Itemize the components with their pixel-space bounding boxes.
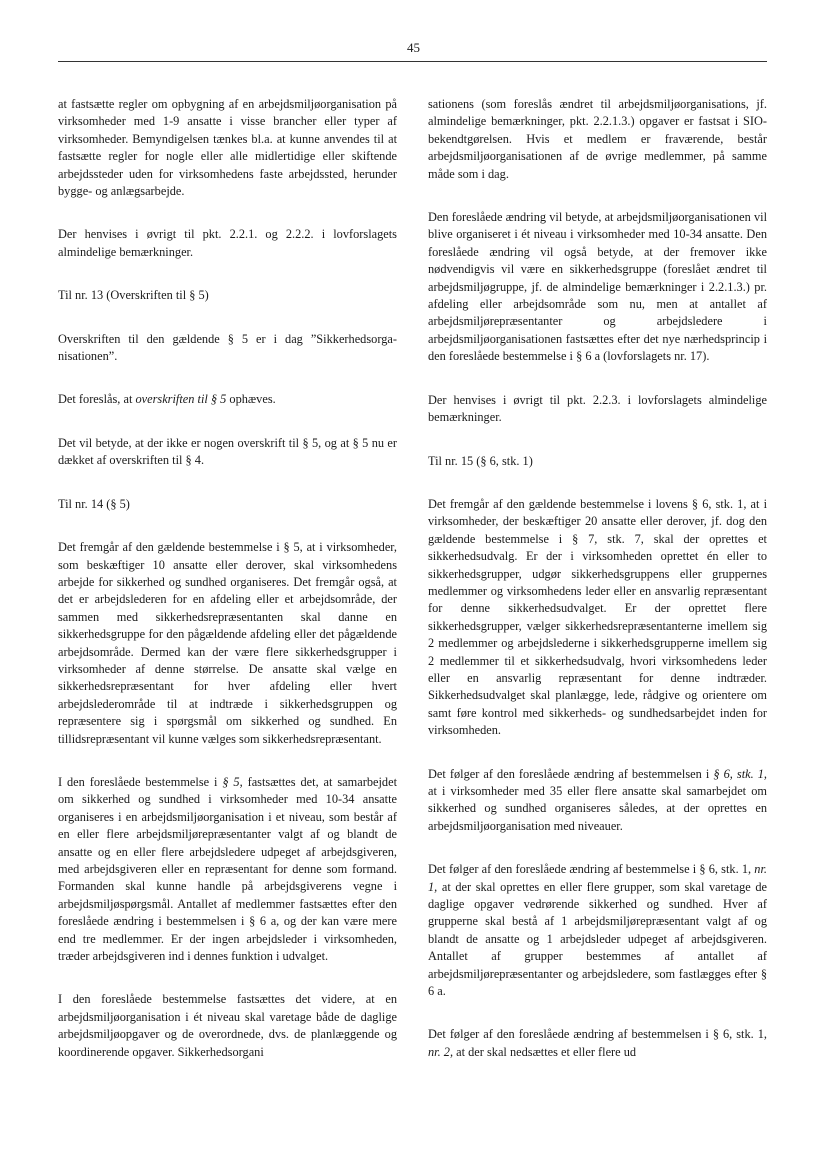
paragraph [58,391,397,408]
text-run: I den foreslåede bestemmelse i [58,774,223,789]
paragraph: Overskriften til den gældende § 5 er i dag ”Sikkerhedsorganisationen”. [58,331,397,364]
section-heading: Til nr. 15 (§ 6, stk. 1) [428,453,533,468]
paragraph [428,766,767,836]
text-run: Det følger af den foreslåede ændring af bestemmelsen i § 6, stk. 1, [428,1027,767,1042]
right-column [428,96,767,1079]
paragraph: Det fremgår af den gældende bestemmelse i lovens § 6, stk. 1, at i virksomheder, der beskæftiger 20 ansatte eller derover, jf. dog den gældende bestemmelse i § 7, stk. 7, skal der oprettes et sikkerhedsudvalg. Er der i virksomheden oprettet én eller to sikkerhedsgrupper, udgør sikkerhedsgruppens eller gruppernes medlemmer og virksomhedens leder eller en ansvarlig repræsentant for denne sikkerhedsudvalget. Er der oprettet flere sikkerhedsgrupper, vælger sikkerhedsrepræsentanterne imellem sig 2 medlemmer og arbejdslederne i sikkerhedsgrupperne imellem sig 2 medlemmer til et sikkerhedsudvalg, hvori virksomhedens leder eller en ansvarlig repræsentant for denne indtræder. Sikkerhedsudvalget skal planlægge, lede, rådgive og orientere om samt føre kontrol med sikkerheds- og sundhedsarbejdet inden for virksomheden. [428,496,767,738]
emphasis: § 5, [222,774,243,789]
paragraph: Det fremgår af den gældende bestemmelse i § 5, at i virksomheder, som beskæftiger 10 ansatte eller derover, skal virksomhedens arbejde for sikkerhed og sundhed organiseres. Det fremgår også, at det er arbejdslederen for en afdeling eller et arbejdsområde, der sammen med sikkerhedsrepræsentanten skal danne en sikkerhedsgruppe for den pågældende afdeling eller det pågældende arbejdsområde. Dermed kan der være flere sikkerhedsgrupper i virksomheder af denne størrelse. De ansatte skal vælge en sikkerhedsrepræsentant for hver afdeling eller hvert arbejdslederområde til at indtræde i sikkerhedsgruppen og repræsentere sig i spørgsmål om sikkerhed og sundhed. En tillidsrepræsentant vil kunne vælges som sikkerhedsrepræsentant. [58,540,397,746]
text-run: Det følger af den foreslåede ændring af bestemmelsen i [428,766,714,781]
paragraph: Den foreslåede ændring vil betyde, at arbejdsmiljøorganisationen vil blive organiseret i ét niveau i virksomheder med 10-34 ansatte. Den foreslåede ændring vil også betyde, at der fremover ikke nødvendigvis vil være en sikkerhedsgruppe (foreslået ændret til arbejdsmiljøgruppe, jf. de almindelige bemærkninger i 2.2.1.3.) pr. afdeling eller arbejdsområde som nu, men at antallet af arbejdsmiljørepræsentanter og arbejdsledere i arbejdsmiljøorganisationen fastsættes efter det nye nærhedsprincip i den foreslåede bestemmelse i § 6 a (lovforslagets nr. 17). [428,210,767,364]
section-heading: Til nr. 14 (§ 5) [58,496,130,511]
paragraph: Der henvises i øvrigt til pkt. 2.2.3. i lovforslagets almindelige bemærkninger. [428,392,767,425]
paragraph [428,861,767,1000]
paragraph: Der henvises i øvrigt til pkt. 2.2.1. og 2.2.2. i lovforslagets almindelige bemærkninger. [58,227,397,259]
emphasis: nr. 2, [428,1044,454,1059]
paragraph: at fastsætte regler om opbygning af en arbejdsmiljøorganisation på virksomheder med 1-9 ansatte i visse brancher eller typer af virksomheder. Bemyndigelsen tænkes bl.a. at kunne anvendes til at fastsætte regler for nogle eller alle midlertidige eller skiftende arbejdssteder uden for virksomhedens faste arbejdssted, herunder bygge- og anlægsarbejde. [58,97,397,199]
text-run: at i virksomheder med 35 eller flere ansatte skal samarbejdet om sikkerhed og sundhed organiseres således, at der oprettes en arbejdsmiljøorganisation med niveauer. [428,784,767,833]
text-run: Det følger af den foreslåede ændring af bestemmelse i § 6, stk. 1, [428,862,755,877]
header-rule [58,61,767,62]
emphasis: § 6, stk. 1, [713,766,767,781]
text-run: at der skal nedsættes et eller flere ud [453,1044,637,1059]
paragraph [58,774,397,965]
emphasis: nr. 1, [428,862,767,894]
emphasis: overskriften til § 5 [135,392,227,407]
text-run: ophæves. [226,392,276,407]
paragraph: Det vil betyde, at der ikke er nogen overskrift til § 5, og at § 5 nu er dækket af overskriften til § 4. [58,435,397,468]
page-number: 45 [407,40,420,55]
text-run: Det foreslås, at [58,392,136,407]
paragraph: sationens (som foreslås ændret til arbejdsmiljøorganisations, jf. almindelige bemærkninger, pkt. 2.2.1.3.) opgaver er fastsat i SIO-bekendtgørelsen. Hvis et medlem er fraværende, består arbejdsmiljøorganisationen af de øvrige medlemmer, på samme måde som i dag. [428,97,767,181]
paragraph: I den foreslåede bestemmelse fastsættes det videre, at en arbejdsmiljøorganisation i ét niveau skal varetage både de daglige arbejdsmiljøopgaver og de overordnede, dvs. de planlæggende og koordinerende opgaver. Sikkerhedsorgani [58,992,397,1059]
text-run: fastsættes det, at samarbejdet om sikkerhed og sundhed i virksomheder med 10-34 ansatte organiseres i en arbejdsmiljøorganisation i et niveau, som består af en eller flere arbejdsmiljørepræsentanter valgt af og blandt de ansatte og en eller flere arbejdsledere udpeget af arbejdsgiveren, med arbejdsgiveren eller en repræsentant for denne som formand. Formanden skal kunne handle på arbejdsgiverens vegne i arbejdsmiljøspørgsmål. Antallet af medlemmer fastsættes efter den foreslåede ændring i bestemmelsen i § 6 a, og der kan være mere end tre medlemmer. Er der ingen arbejdsleder i virksomheden, træder arbejdsgiveren ind i dennes funktion i udvalget. [58,774,398,964]
paragraph [428,1026,767,1061]
left-column [58,96,397,1078]
text-run: at der skal oprettes en eller flere grupper, som skal varetage de daglige opgaver vedrørende sikkerhed og sundhed. Hver af grupperne skal bestå af 1 arbejdsmiljørepræsentant valgt af og blandt de ansatte og 1 arbejdsleder udpeget af arbejdsgiveren. Antallet af grupper bestemmes af antallet af arbejdsmiljørepræsentanter og arbejdsledere, som fastlægges efter § 6 a. [428,879,767,999]
section-heading: Til nr. 13 (Overskriften til § 5) [58,288,209,303]
